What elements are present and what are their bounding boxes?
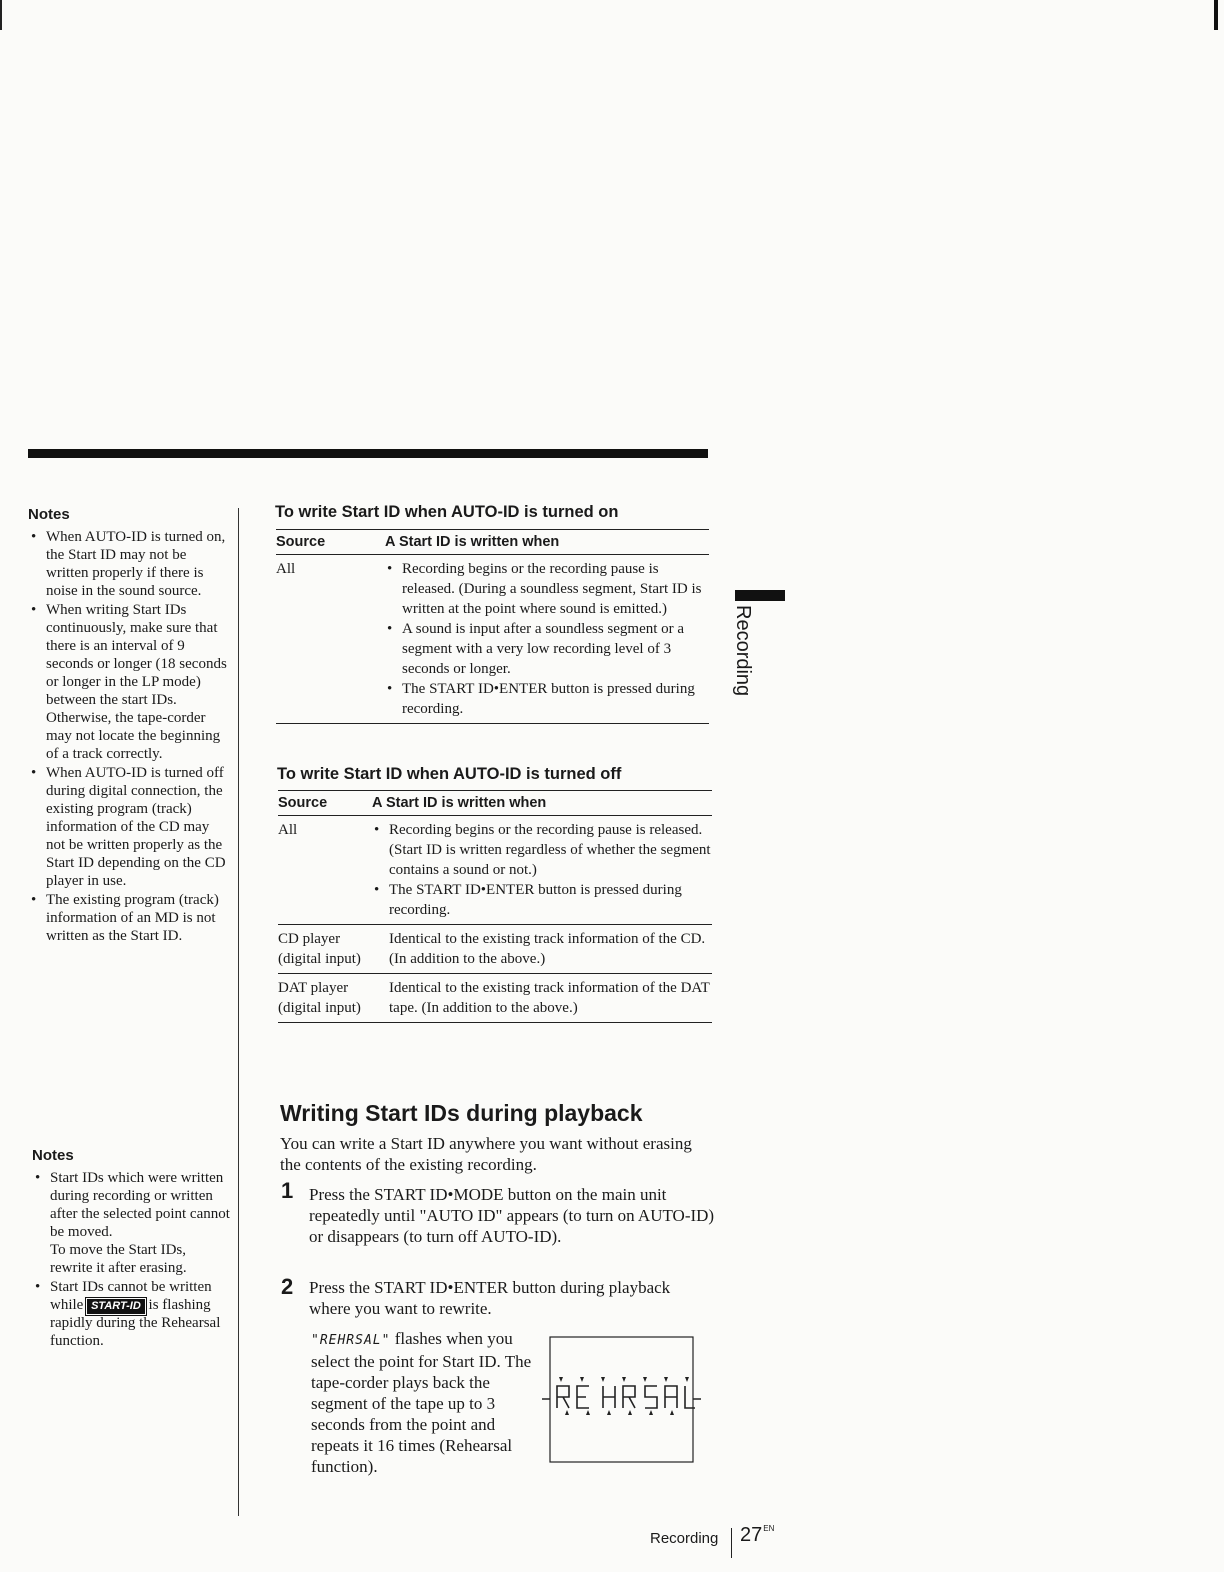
notes-list (28, 528, 228, 945)
section-top-rule (28, 449, 708, 458)
step-number: 1 (281, 1178, 294, 1203)
source-line: (digital input) (278, 1000, 361, 1016)
note-text-after: is flashing rapidly during the Rehearsal function. (50, 1297, 221, 1349)
source-cell: All (278, 822, 298, 838)
lcd-display-graphic (538, 1335, 702, 1465)
source-line: DAT player (278, 980, 349, 996)
table-row (276, 555, 709, 724)
footer-separator (731, 1528, 732, 1558)
when-cell (372, 816, 712, 925)
step-detail: "REHRSAL" flashes when you select the point for Start ID. The tape-corder plays back the segment of the tape up to 3 seconds from the point and repeats it 16 times (Rehearsal function). (311, 1329, 532, 1476)
notes-block-1 (28, 506, 228, 946)
when-cell: Identical to the existing track information of the CD. (In addition to the above.) (389, 931, 706, 967)
page-number-value: 27 (740, 1524, 763, 1546)
note-item (32, 1169, 232, 1277)
when-list (372, 820, 712, 920)
note-item: • When writing Start IDs continuously, make sure that there is an interval of 9 seconds or longer (18 seconds or longer in the LP mode) between the start IDs. Otherwise, the tape-corder may not locate the beginning of a track correctly. (28, 601, 228, 763)
when-cell (385, 555, 709, 724)
page-language-suffix: EN (763, 1524, 775, 1533)
source-cell (278, 925, 372, 974)
note-item: • When AUTO-ID is turned off during digital connection, the existing program (track) information of the CD may not be written properly as the Start ID depending on the CD player in use. (28, 764, 228, 890)
table-header-row (276, 530, 709, 555)
col-source-header: Source (276, 534, 326, 550)
column-divider (238, 508, 239, 1516)
section-heading: Writing Start IDs during playback (280, 1100, 643, 1126)
table-row (278, 974, 712, 1023)
when-item: • The START ID•ENTER button is pressed during recording. (385, 679, 709, 719)
when-item: • Recording begins or the recording pause is released. (During a soundless segment, Start ID is written at the point where sound is emitted.) (385, 559, 709, 619)
page-edge-mark (1214, 0, 1218, 30)
side-tab (724, 605, 764, 715)
when-item: • A sound is input after a soundless segment or a segment with a very low recording level of 3 seconds or longer. (385, 619, 709, 679)
footer-section-name: Recording (650, 1530, 719, 1547)
page-number (740, 1524, 774, 1547)
side-tab-label: Recording (732, 605, 754, 697)
step-text: Press the START ID•ENTER button during playback where you want to rewrite. (309, 1278, 671, 1318)
when-cell: Identical to the existing track information of the DAT tape. (In addition to the above.) (389, 980, 710, 1016)
notes-title: Notes (28, 506, 70, 523)
col-source-header: Source (278, 795, 328, 811)
auto-on-table (276, 529, 709, 724)
note-item: • The existing program (track) information of an MD is not written as the Start ID. (28, 891, 228, 945)
source-cell (278, 974, 372, 1023)
notes-list (32, 1169, 232, 1350)
col-when-header: A Start ID is written when (372, 795, 547, 811)
page-edge-mark (0, 0, 2, 30)
lcd-display-illustration (538, 1335, 702, 1465)
when-item: • The START ID•ENTER button is pressed during recording. (372, 880, 712, 920)
intro-paragraph: You can write a Start ID anywhere you want without erasing the contents of the existing recording. (280, 1134, 692, 1174)
note-extra: To move the Start IDs, rewrite it after erasing. (50, 1242, 187, 1276)
note-item: • When AUTO-ID is turned on, the Start ID may not be written properly if there is noise in the sound source. (28, 528, 228, 600)
notes-title: Notes (32, 1147, 74, 1164)
when-item: • Recording begins or the recording pause is released. (Start ID is written regardless of whether the segment contains a sound or not.) (372, 820, 712, 880)
side-tab-marker (735, 590, 785, 601)
step-text: Press the START ID•MODE button on the main unit repeatedly until "AUTO ID" appears (to turn on AUTO-ID) or disappears (to turn off AUTO-ID). (309, 1185, 715, 1246)
step-number: 2 (281, 1274, 294, 1299)
col-when-header: A Start ID is written when (385, 534, 560, 550)
source-line: CD player (278, 931, 341, 947)
when-list (385, 559, 709, 719)
auto-on-title: To write Start ID when AUTO-ID is turned on (275, 503, 619, 521)
auto-off-title: To write Start ID when AUTO-ID is turned off (277, 765, 622, 783)
source-line: (digital input) (278, 951, 361, 967)
note-item (32, 1278, 232, 1350)
note-text-before: Start IDs cannot be written while (50, 1279, 212, 1313)
start-id-indicator-badge: START-ID (87, 1299, 145, 1314)
note-text: Start IDs which were written during recording or written after the selected point cannot be moved. (50, 1170, 230, 1240)
table-header-row (278, 791, 712, 816)
table-row (278, 925, 712, 974)
auto-off-table (278, 790, 712, 1023)
source-cell: All (276, 561, 296, 577)
step-detail-text: flashes when you select the point for Start ID. The tape-corder plays back the segment of the tape up to 3 seconds from the point and repeats it 16 times (Rehearsal function). (311, 1329, 532, 1476)
table-row (278, 816, 712, 925)
notes-block-2 (32, 1147, 232, 1351)
display-word: REHRSAL (319, 1333, 382, 1348)
